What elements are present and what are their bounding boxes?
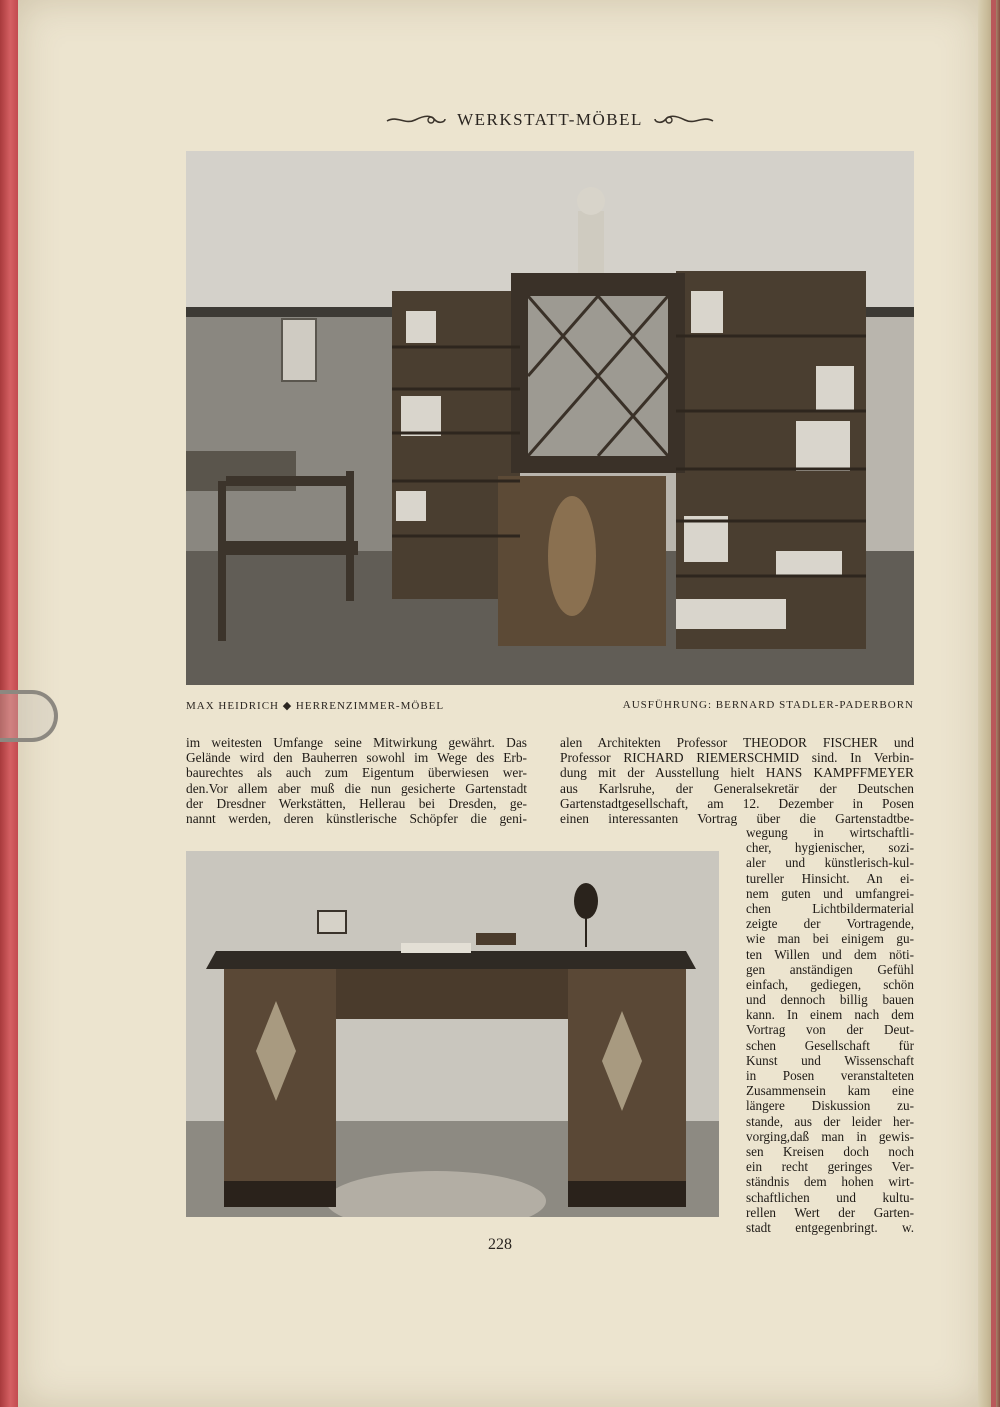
text-line: zeigte der Vortragende,	[746, 916, 914, 932]
text-line: baurechtes als auch zum Eigentum überwiesen wer-	[186, 765, 527, 781]
text-line: schen Gesellschaft für	[746, 1037, 914, 1053]
page-number: 228	[488, 1236, 512, 1253]
text-line: und dennoch billig bauen	[746, 992, 914, 1008]
text-line: längere Diskussion zu-	[746, 1098, 914, 1114]
text-line: stadt entgegenbringt. w.	[746, 1219, 914, 1235]
text-line: cher, hygienischer, sozi-	[746, 840, 914, 856]
text-line: wegung in wirtschaftli-	[746, 825, 914, 840]
text-line: der Dresdner Werkstätten, Hellerau bei Dresden, ge-	[186, 795, 527, 811]
text-line: ein recht geringes Ver-	[746, 1159, 914, 1175]
text-line: kann. In einem nach dem	[746, 1007, 914, 1023]
book-right-edge	[978, 0, 1000, 1407]
desk-photo	[186, 851, 719, 1217]
text-line: chen Lichtbildermaterial	[746, 900, 914, 916]
text-line: vorging,daß man in gewis-	[746, 1128, 914, 1144]
text-line: Vortrag von der Deut-	[746, 1022, 914, 1038]
text-line: dung mit der Ausstellung hielt HANS KAMPFFMEYER	[560, 765, 914, 781]
photo-caption-designer: MAX HEIDRICH ◆ HERRENZIMMER-MÖBEL	[186, 700, 445, 712]
text-line: ständnis dem hohen wirt-	[746, 1174, 914, 1190]
text-line: in Posen veranstalteten	[746, 1068, 914, 1083]
text-column-left	[186, 735, 527, 826]
text-line: sen Kreisen doch noch	[746, 1143, 914, 1159]
text-line: nannt werden, deren künstlerische Schöpfer die geni-	[186, 810, 527, 826]
text-line: Kunst und Wissenschaft	[746, 1052, 914, 1068]
text-line: stande, aus der leider her-	[746, 1113, 914, 1129]
text-column-narrow	[746, 825, 914, 1235]
text-line: schaftlichen und kultu-	[746, 1189, 914, 1205]
herrenzimmer-photo	[186, 151, 914, 685]
text-line: den.Vor allem aber muß die nun gesicherte Gartenstadt	[186, 780, 527, 796]
text-line: aus Karlsruhe, der Generalsekretär der Deutschen	[560, 780, 914, 796]
text-line: Gelände wird den Bauherren sowohl im Wege des Erb-	[186, 750, 527, 766]
text-line: Zusammensein kam eine	[746, 1083, 914, 1099]
text-line: Gartenstadtgesellschaft, am 12. Dezember in Posen	[560, 795, 914, 811]
text-line: wie man bei einigem gu-	[746, 931, 914, 947]
text-line: rellen Wert der Garten-	[746, 1204, 914, 1220]
photo-caption-maker: AUSFÜHRUNG: BERNARD STADLER-PADERBORN	[622, 699, 914, 711]
text-line: nem guten und umfangrei-	[746, 885, 914, 901]
text-line: aler und künstlerisch-kul-	[746, 855, 914, 871]
left-ornament-icon	[385, 111, 447, 129]
text-line: im weitesten Umfange seine Mitwirkung gewährt. Das	[186, 735, 527, 750]
text-line: ten Willen und dem nöti-	[746, 946, 914, 962]
header-title: WERKSTATT-MÖBEL	[457, 110, 643, 129]
running-header	[370, 106, 730, 134]
text-line: gen anständigen Gefühl	[746, 961, 914, 977]
text-line: einfach, gediegen, schön	[746, 976, 914, 992]
paper-clip	[0, 690, 58, 742]
text-line: einen interessanten Vortrag über die Gartenstadtbe-	[560, 810, 914, 826]
text-column-right-top	[560, 735, 914, 826]
text-line: Professor RICHARD RIEMERSCHMID sind. In Verbin-	[560, 750, 914, 766]
right-ornament-icon	[653, 111, 715, 129]
text-line: alen Architekten Professor THEODOR FISCHER und	[560, 735, 914, 750]
text-line: tureller Hinsicht. An ei-	[746, 870, 914, 886]
